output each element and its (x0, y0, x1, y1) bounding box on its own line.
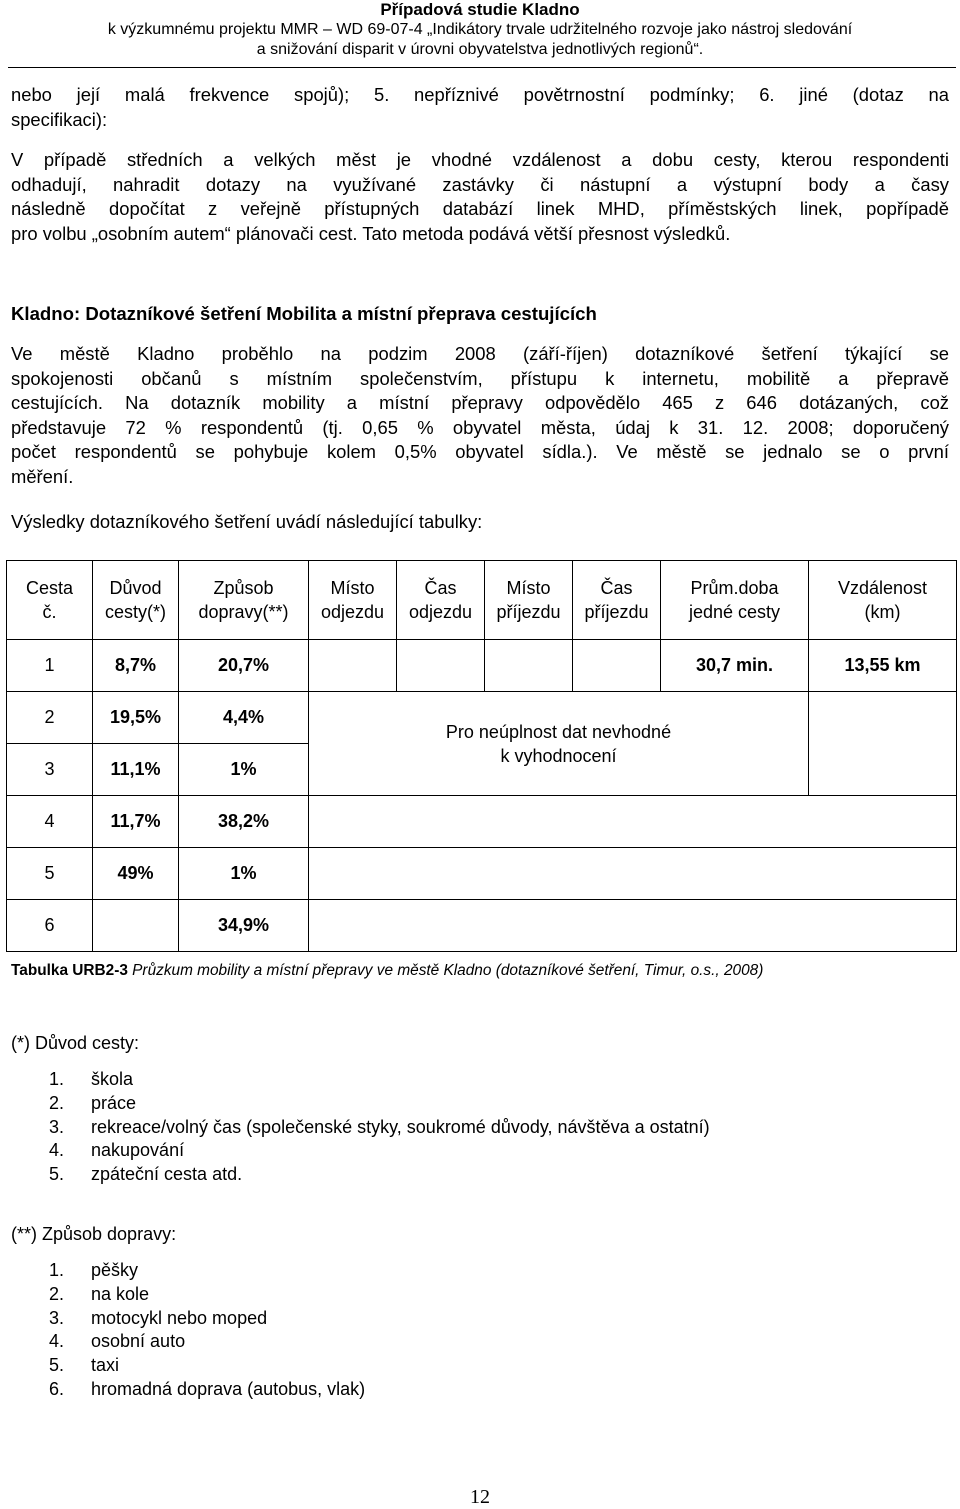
list-item: 5. taxi (49, 1355, 120, 1376)
section-paragraph (11, 342, 949, 489)
header-vzdalenost: Vzdálenost (km) (809, 561, 957, 640)
table-row (7, 848, 957, 900)
cell-cesta: 5 (7, 848, 93, 900)
cell-empty (309, 900, 957, 952)
cell-duvod: 8,7% (93, 640, 179, 692)
table-header-row (7, 561, 957, 640)
list-item: 4. osobní auto (49, 1331, 186, 1352)
page-number: 12 (470, 1486, 490, 1508)
cell-duvod: 11,7% (93, 796, 179, 848)
header-subtitle-line-2: a snižování disparit v úrovni obyvatelstva jednotlivých regionů“. (256, 41, 704, 58)
header-zpusob: Způsob dopravy(**) (179, 561, 309, 640)
cell-duvod: 49% (93, 848, 179, 900)
header-prumerna-doba: Prům.doba jedné cesty (661, 561, 809, 640)
text-line: představuje 72 % respondentů (tj. 0,65 % obyvatel města, údaj k 31. 12. 2008; doporučený (11, 416, 949, 438)
text-line: odhadují, nahradit dotazy na využívané zastávky či nástupní a výstupní body a časy (11, 173, 949, 195)
list-item: 2. na kole (49, 1283, 150, 1304)
list-item: 6. hromadná doprava (autobus, vlak) (49, 1378, 366, 1399)
list-item: 5. zpáteční cesta atd. (49, 1164, 243, 1185)
section-heading: Kladno: Dotazníkové šetření Mobilita a místní přeprava cestujících (11, 303, 597, 324)
text-line: nebo její malá frekvence spojů); 5. nepříznivé povětrnostní podmínky; 6. jiné (dotaz na (11, 84, 949, 105)
table-row (7, 692, 957, 744)
header-misto-prijezdu: Místo příjezdu (485, 561, 573, 640)
cell-cesta: 6 (7, 900, 93, 952)
text-line: měření. (11, 465, 74, 487)
caption-label: Tabulka URB2-3 (11, 962, 128, 979)
running-header (0, 0, 960, 60)
cell-zpusob: 34,9% (179, 900, 309, 952)
cell-cesta: 3 (7, 744, 93, 796)
transport-list (49, 1259, 365, 1402)
cell-cesta: 2 (7, 692, 93, 744)
text-line: V případě středních a velkých měst je vhodné vzdálenost a dobu cesty, kterou respondenti (11, 149, 949, 170)
intro-paragraph-2 (11, 148, 949, 246)
list-item: 1. škola (49, 1069, 134, 1089)
cell-empty (485, 640, 573, 692)
cell-duvod: 19,5% (93, 692, 179, 744)
cell-incomplete-data-note: Pro neúplnost dat nevhodné k vyhodnocení (309, 692, 809, 796)
cell-cesta: 4 (7, 796, 93, 848)
results-intro: Výsledky dotazníkového šetření uvádí následující tabulky: (11, 511, 483, 532)
header-cas-prijezdu: Čas příjezdu (573, 561, 661, 640)
cell-empty (809, 692, 957, 796)
caption-text: Průzkum mobility a místní přepravy ve městě Kladno (dotazníkové šetření, Timur, o.s., 2008) (132, 962, 764, 979)
header-cas-odjezdu: Čas odjezdu (397, 561, 485, 640)
text-line: následně dopočítat z veřejně přístupných databází linek MHD, příměstských linek, popřípadě (11, 198, 949, 219)
mobility-table (6, 560, 957, 952)
text-line: specifikaci): (11, 108, 108, 130)
list-item: 3. motocykl nebo moped (49, 1307, 268, 1328)
reasons-list-title: (*) Důvod cesty: (11, 1033, 140, 1053)
cell-cesta: 1 (7, 640, 93, 692)
text-line: cestujících. Na dotazník mobility a místní přepravy odpovědělo 465 z 646 dotázaných, což (11, 392, 949, 413)
cell-zpusob: 1% (179, 848, 309, 900)
header-duvod: Důvod cesty(*) (93, 561, 179, 640)
text-line: počet respondentů se pohybuje kolem 0,5% obyvatel sídla.). Ve městě se jednalo se o první (11, 441, 949, 462)
cell-empty (309, 796, 957, 848)
table-row (7, 796, 957, 848)
list-item: 3. rekreace/volný čas (společenské styky, soukromé důvody, návštěva a ostatní) (49, 1116, 710, 1137)
table-row (7, 900, 957, 952)
cell-vzdalenost: 13,55 km (809, 640, 957, 692)
cell-doba: 30,7 min. (661, 640, 809, 692)
header-cesta: Cesta č. (7, 561, 93, 640)
list-item: 4. nakupování (49, 1140, 185, 1161)
intro-paragraph-1 (11, 83, 949, 132)
transport-list-title: (**) Způsob dopravy: (11, 1224, 177, 1244)
cell-zpusob: 1% (179, 744, 309, 796)
header-divider (8, 67, 956, 68)
cell-zpusob: 20,7% (179, 640, 309, 692)
header-subtitle-line-1: k výzkumnému projektu MMR – WD 69-07-4 „Indikátory trvale udržitelného rozvoje jako nástroj sledování (107, 21, 853, 38)
table-row (7, 640, 957, 692)
text-line: Ve městě Kladno proběhlo na podzim 2008 (září-říjen) dotazníkové šetření týkající se (11, 343, 949, 364)
list-item: 1. pěšky (49, 1260, 139, 1280)
list-item: 2. práce (49, 1092, 137, 1113)
text-line: pro volbu „osobním autem“ plánovači cest. Tato metoda podává větší přesnost výsledků. (11, 222, 731, 244)
cell-zpusob: 4,4% (179, 692, 309, 744)
cell-duvod: 11,1% (93, 744, 179, 796)
text-line: spokojenosti občanů s místním společenstvím, přístupu k internetu, mobilitě a přepravě (11, 367, 949, 389)
cell-zpusob: 38,2% (179, 796, 309, 848)
cell-empty (573, 640, 661, 692)
cell-duvod (93, 900, 179, 952)
header-misto-odjezdu: Místo odjezdu (309, 561, 397, 640)
header-title: Případová studie Kladno (380, 0, 580, 19)
cell-empty (309, 848, 957, 900)
cell-empty (309, 640, 397, 692)
cell-empty (397, 640, 485, 692)
table-caption (11, 962, 763, 980)
reasons-list (49, 1068, 710, 1187)
